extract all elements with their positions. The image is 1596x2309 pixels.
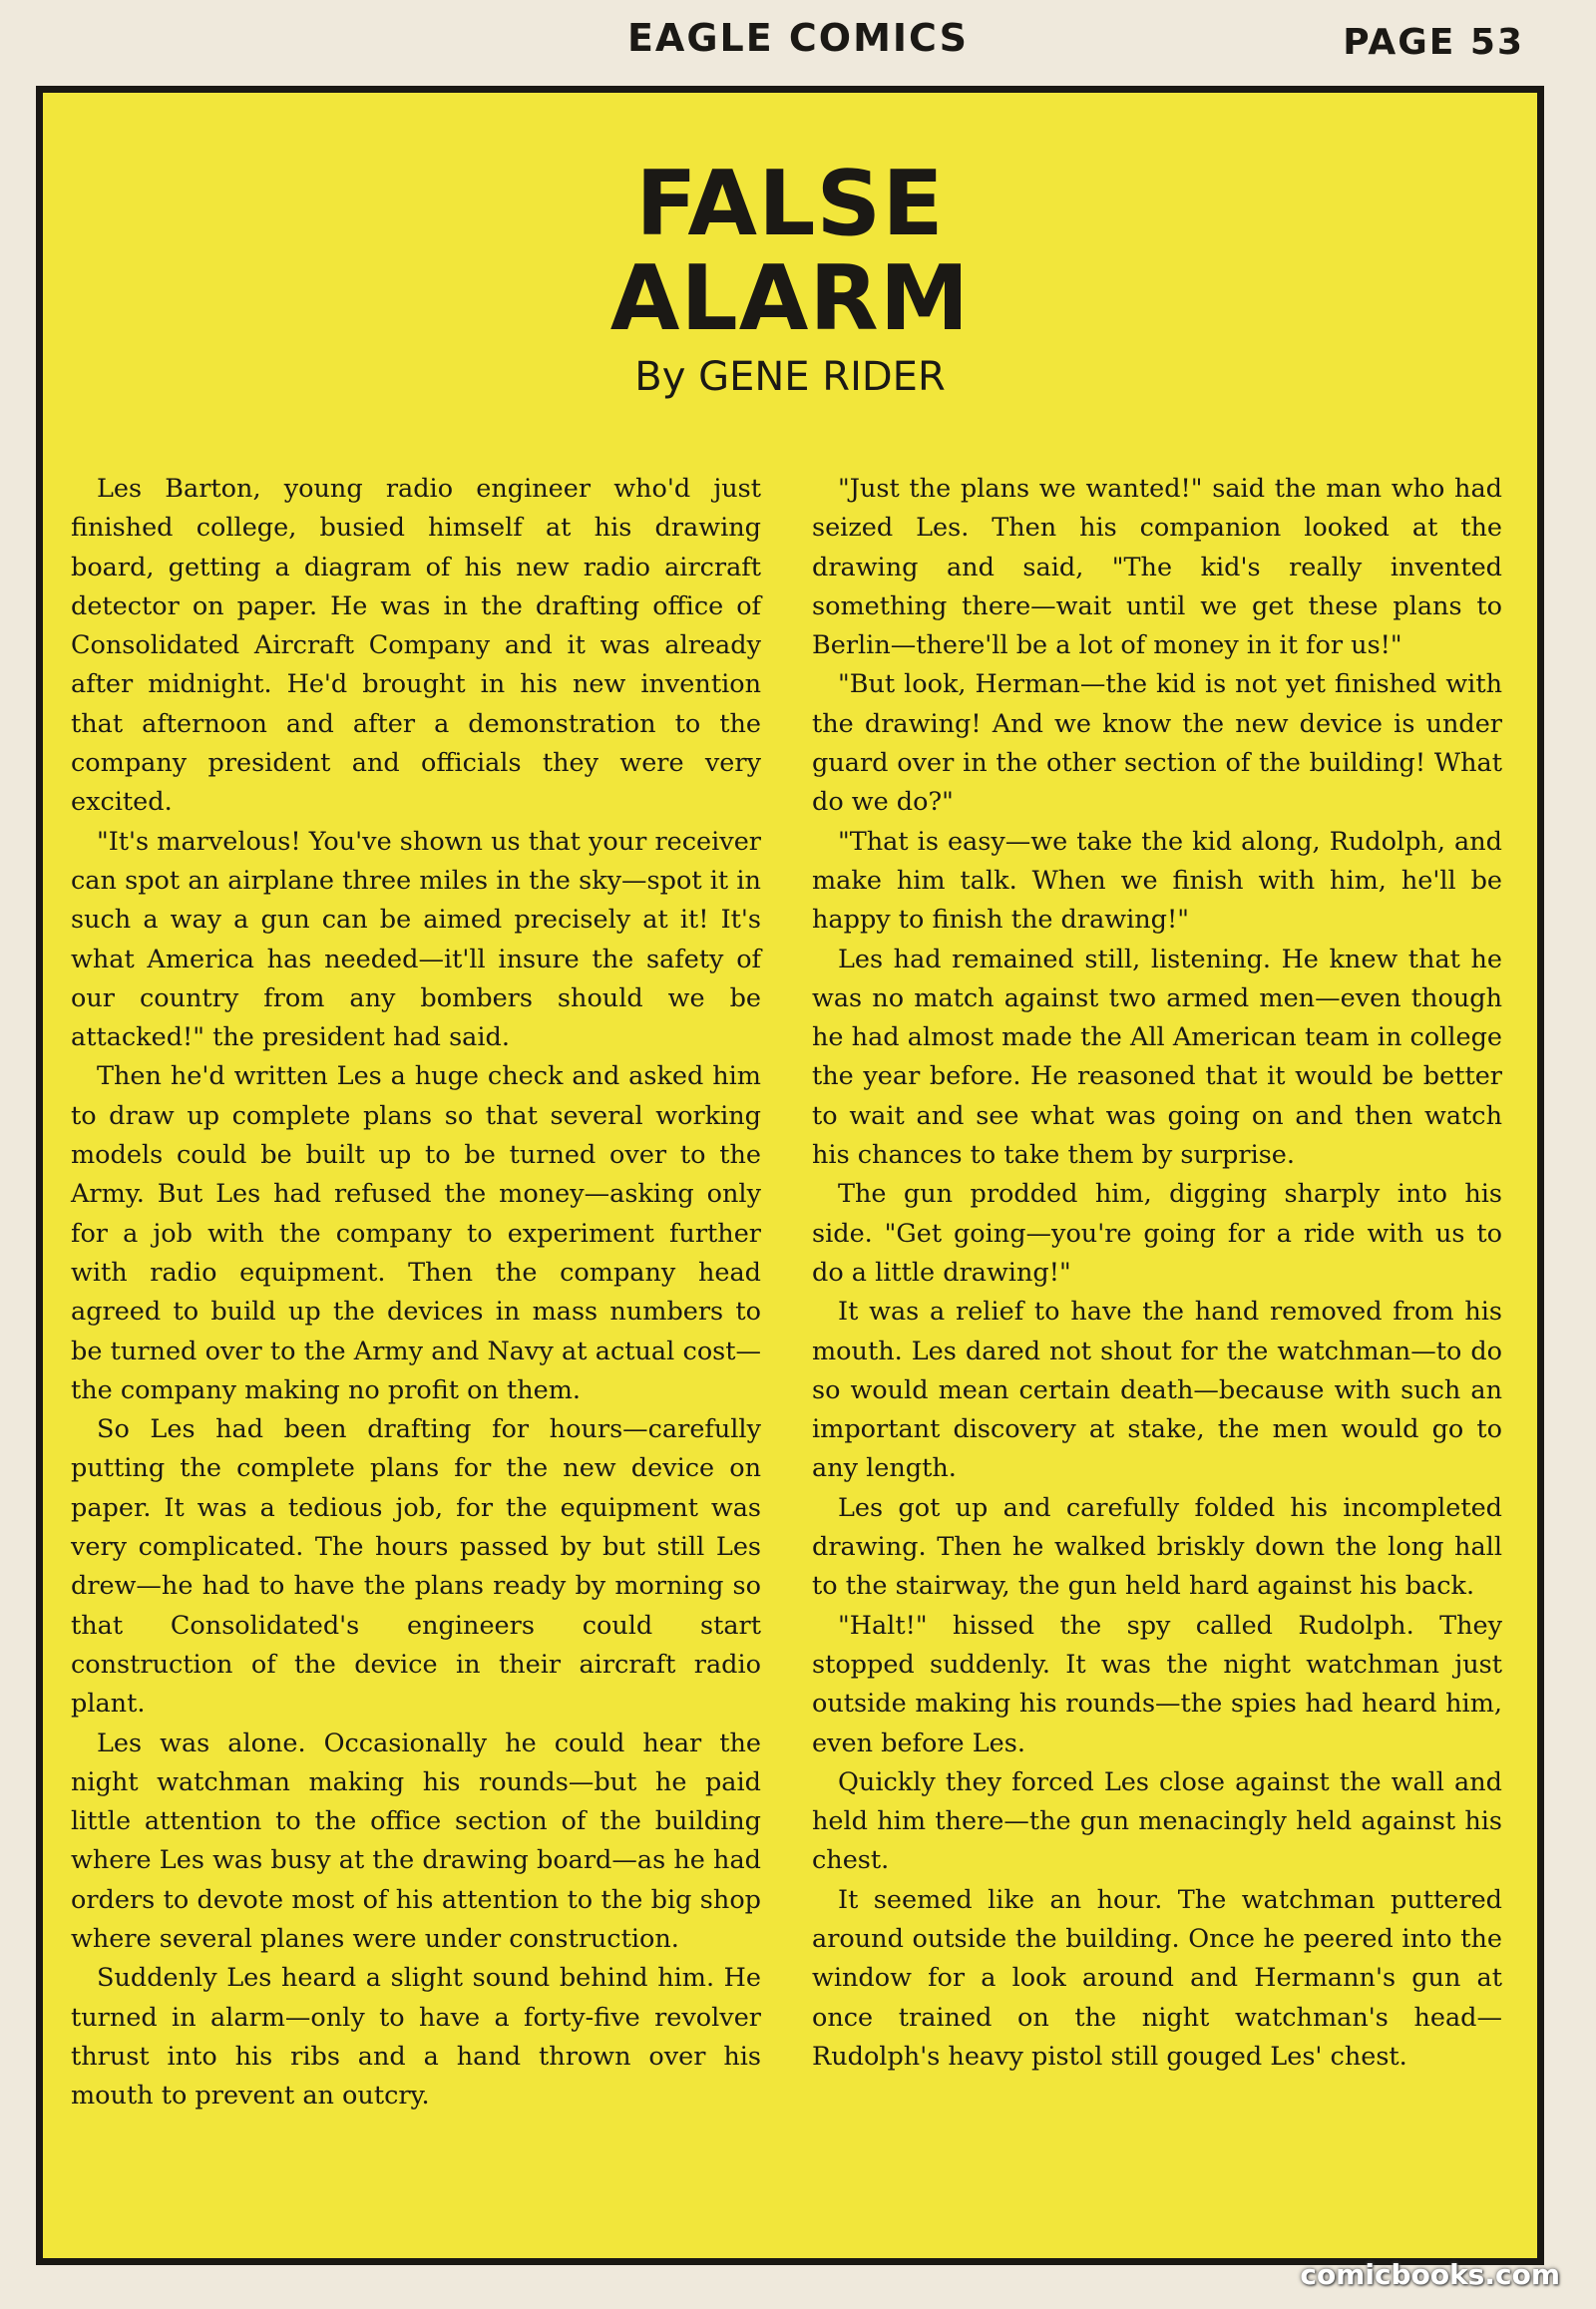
paragraph: Les had remained still, listening. He knew that he was no match against two armed men—even though he had almost made the All American team in college the year before. He reasoned that it would be better to wait and see what was going on and then watch his chances to take them by surprise. <box>812 944 1502 1171</box>
byline: By GENE RIDER <box>634 354 946 400</box>
paragraph: Suddenly Les heard a slight sound behind him. He turned in alarm—only to have a forty-five revolver thrust into his ribs and a hand thrown over his mouth to prevent an outcry. <box>71 1963 761 2112</box>
paragraph: Then he'd written Les a huge check and asked him to draw up complete plans so that several working models could be built up to be turned over to the Army. But Les had refused the money—asking only for a job with the company to experiment further with radio equipment. Then the company head agreed to build up the devices in mass numbers to be turned over to the Army and Navy at actual cost—the company making no profit on them. <box>71 1061 761 1405</box>
left-column <box>71 470 761 2116</box>
paragraph: It seemed like an hour. The watchman puttered around outside the building. Once he peered into the window for a look around and Hermann's gun at once trained on the night watchman's head—Rudolph's heavy pistol still gouged Les' chest. <box>812 1884 1502 2072</box>
paragraph: Les was alone. Occasionally he could hear the night watchman making his rounds—but he paid little attention to the office section of the building where Les was busy at the drawing board—as he had orders to devote most of his attention to the big shop where several planes were under construction. <box>71 1728 761 1954</box>
story-title-line-2: ALARM <box>609 246 971 351</box>
paragraph: "That is easy—we take the kid along, Rudolph, and make him talk. When we finish with him, he'll be happy to finish the drawing!" <box>812 826 1502 936</box>
magazine-title: EAGLE COMICS <box>626 16 970 60</box>
page-number: PAGE 53 <box>1343 22 1524 63</box>
paragraph: Les got up and carefully folded his incompleted drawing. Then he walked briskly down the long hall to the stairway, the gun held hard against his back. <box>812 1492 1502 1602</box>
paragraph: "It's marvelous! You've shown us that your receiver can spot an airplane three miles in the sky—spot it in such a way a gun can be aimed precisely at it! It's what America has needed—it'll insure the safety of our country from any bombers should we be attacked!" the president had said. <box>71 826 761 1053</box>
right-column <box>812 470 1502 2077</box>
site-watermark: comicbooks.com <box>1300 2258 1560 2291</box>
story-title <box>43 152 1537 351</box>
page-header <box>0 0 1596 88</box>
paragraph: "Halt!" hissed the spy called Rudolph. They stopped suddenly. It was the night watchman just outside making his rounds—the spies had heard him, even before Les. <box>812 1610 1502 1758</box>
paragraph: The gun prodded him, digging sharply into his side. "Get going—you're going for a ride with us to do a little drawing!" <box>812 1179 1502 1288</box>
paragraph: Les Barton, young radio engineer who'd just finished college, busied himself at his drawing board, getting a diagram of his new radio aircraft detector on paper. He was in the drafting office of Consolidated Aircraft Company and it was already after midnight. He'd brought in his new invention that afternoon and after a demonstration to the company president and officials they were very excited. <box>71 474 761 818</box>
paragraph: It was a relief to have the hand removed from his mouth. Les dared not shout for the watchman—to do so would mean certain death—because with such an important discovery at stake, the men would go to any length. <box>812 1297 1502 1484</box>
paragraph: "But look, Herman—the kid is not yet finished with the drawing! And we know the new device is under guard over in the other section of the building! What do we do?" <box>812 669 1502 818</box>
story-title-line-1: FALSE <box>635 152 945 256</box>
paragraph: Quickly they forced Les close against the wall and held him there—the gun menacingly held against his chest. <box>812 1766 1502 1876</box>
paragraph: "Just the plans we wanted!" said the man who had seized Les. Then his companion looked at the drawing and said, "The kid's really invented something there—wait until we get these plans to Berlin—there'll be a lot of money in it for us!" <box>812 474 1502 661</box>
paragraph: So Les had been drafting for hours—carefully putting the complete plans for the new device on paper. It was a tedious job, for the equipment was very complicated. The hours passed by but still Les drew—he had to have the plans ready by morning so that Consolidated's engineers could start construction of the device in their aircraft radio plant. <box>71 1414 761 1720</box>
story-panel <box>36 86 1544 2265</box>
